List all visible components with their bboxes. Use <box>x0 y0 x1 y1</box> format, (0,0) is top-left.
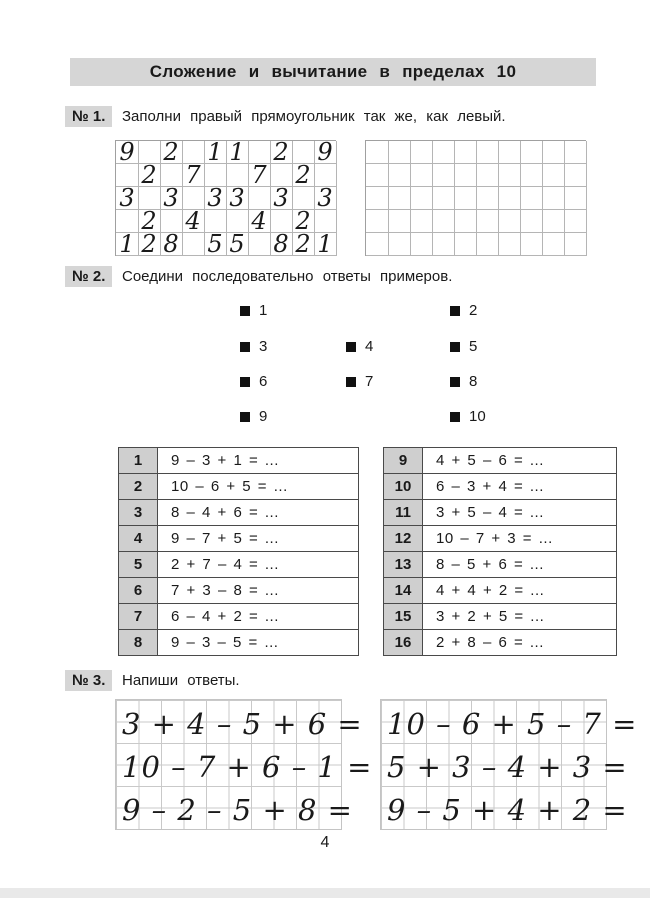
handwritten-equation: 10 – 7 + 6 – 1 = <box>122 749 373 784</box>
task3-instruction: Напиши ответы. <box>122 672 240 689</box>
handwritten-digit: 7 <box>185 161 201 189</box>
point-square-icon <box>346 342 356 352</box>
grid-cell <box>564 233 587 256</box>
point-square-icon <box>240 306 250 316</box>
grid-cell <box>498 233 521 256</box>
row-number: 3 <box>119 500 158 525</box>
grid-cell <box>432 187 455 210</box>
grid-cell <box>520 141 543 164</box>
grid-cell <box>366 187 389 210</box>
grid-cell <box>116 138 139 166</box>
task1-filled-grid <box>115 140 336 256</box>
handwritten-equation: 10 – 6 + 5 – 7 = <box>387 706 638 741</box>
row-number: 8 <box>119 630 158 655</box>
example-row <box>384 604 616 630</box>
grid-cell <box>410 233 433 256</box>
handwritten-digit: 2 <box>295 161 311 189</box>
number-point-8 <box>450 373 477 390</box>
expression: 2 + 8 – 6 = ... <box>436 634 544 651</box>
grid-cell <box>182 207 205 235</box>
expression: 4 + 4 + 2 = ... <box>436 582 545 599</box>
grid-cell <box>454 164 477 187</box>
example-row <box>384 500 616 526</box>
grid-cell <box>564 141 587 164</box>
grid-cell <box>388 233 411 256</box>
row-number: 14 <box>384 578 423 603</box>
grid-cell <box>292 161 315 189</box>
point-square-icon <box>346 377 356 387</box>
page-title: Сложение и вычитание в пределах 10 <box>70 58 596 86</box>
handwritten-digit: 2 <box>141 230 157 258</box>
example-row <box>119 448 358 474</box>
number-point-6 <box>240 373 267 390</box>
handwritten-digit: 1 <box>119 230 135 258</box>
grid-cell <box>160 138 183 166</box>
grid-cell <box>542 164 565 187</box>
handwritten-equation: 3 + 4 – 5 + 6 = <box>122 706 363 741</box>
grid-cell <box>204 184 227 212</box>
grid-cell <box>454 210 477 233</box>
row-number: 15 <box>384 604 423 629</box>
point-square-icon <box>450 306 460 316</box>
handwritten-digit: 3 <box>163 184 179 212</box>
grid-cell <box>204 230 227 258</box>
example-row <box>119 500 358 526</box>
expression: 9 – 3 – 5 = ... <box>171 634 279 651</box>
grid-cell <box>498 210 521 233</box>
row-number: 9 <box>384 448 423 473</box>
task1-instruction: Заполни правый прямоугольник так же, как левый. <box>122 108 506 125</box>
row-number: 7 <box>119 604 158 629</box>
handwritten-digit: 2 <box>273 138 289 166</box>
grid-cell <box>366 164 389 187</box>
grid-cell <box>476 233 499 256</box>
number-point-5 <box>450 338 477 355</box>
grid-cell <box>314 230 337 258</box>
example-row <box>119 578 358 604</box>
handwritten-digit: 5 <box>229 230 245 258</box>
point-square-icon <box>450 342 460 352</box>
grid-cell <box>204 138 227 166</box>
grid-cell <box>542 141 565 164</box>
handwritten-digit: 8 <box>273 230 289 258</box>
grid-cell <box>366 210 389 233</box>
grid-cell <box>116 230 139 258</box>
number-point-1 <box>240 302 267 319</box>
grid-cell <box>270 230 293 258</box>
grid-cell <box>388 187 411 210</box>
point-label: 7 <box>365 373 374 390</box>
handwritten-digit: 2 <box>295 207 311 235</box>
point-label: 3 <box>259 338 268 355</box>
grid-cell <box>564 164 587 187</box>
example-row <box>119 604 358 630</box>
grid-cell <box>542 187 565 210</box>
grid-cell <box>226 230 249 258</box>
grid-cell <box>248 233 271 256</box>
grid-cell <box>542 233 565 256</box>
handwritten-digit: 9 <box>119 138 135 166</box>
expression: 4 + 5 – 6 = ... <box>436 452 544 469</box>
grid-cell <box>432 210 455 233</box>
handwritten-digit: 4 <box>251 207 267 235</box>
grid-cell <box>410 164 433 187</box>
grid-cell <box>498 141 521 164</box>
row-number: 13 <box>384 552 423 577</box>
example-row <box>119 552 358 578</box>
handwritten-digit: 1 <box>229 138 245 166</box>
expression: 3 + 2 + 5 = ... <box>436 608 545 625</box>
expression: 2 + 7 – 4 = ... <box>171 556 279 573</box>
task3-grid-left <box>115 699 373 830</box>
row-number: 5 <box>119 552 158 577</box>
handwritten-digit: 2 <box>163 138 179 166</box>
point-label: 5 <box>469 338 478 355</box>
example-row <box>384 474 616 500</box>
handwritten-digit: 8 <box>163 230 179 258</box>
grid-cell <box>366 141 389 164</box>
task3-label: № 3. <box>65 670 112 691</box>
grid-cell <box>476 141 499 164</box>
expression: 10 – 7 + 3 = ... <box>436 530 553 547</box>
grid-cell <box>410 187 433 210</box>
point-label: 10 <box>469 408 486 425</box>
handwritten-digit: 7 <box>251 161 267 189</box>
grid-cell <box>410 210 433 233</box>
grid-cell <box>160 230 183 258</box>
handwritten-digit: 2 <box>141 207 157 235</box>
row-number: 4 <box>119 526 158 551</box>
grid-cell <box>388 210 411 233</box>
expression: 9 – 7 + 5 = ... <box>171 530 279 547</box>
handwritten-digit: 2 <box>295 230 311 258</box>
row-number: 1 <box>119 448 158 473</box>
expression: 7 + 3 – 8 = ... <box>171 582 279 599</box>
task1-empty-grid <box>365 140 586 256</box>
handwritten-digit: 5 <box>207 230 223 258</box>
grid-cell <box>432 141 455 164</box>
task1-label: № 1. <box>65 106 112 127</box>
grid-cell <box>182 233 205 256</box>
grid-cell <box>520 233 543 256</box>
grid-cell <box>138 161 161 189</box>
row-number: 11 <box>384 500 423 525</box>
grid-cell <box>564 187 587 210</box>
grid-cell <box>388 164 411 187</box>
handwritten-digit: 9 <box>317 138 333 166</box>
grid-cell <box>366 233 389 256</box>
number-point-7 <box>346 373 373 390</box>
handwritten-digit: 3 <box>229 184 245 212</box>
example-row <box>119 630 358 655</box>
grid-cell <box>476 210 499 233</box>
handwritten-digit: 1 <box>317 230 333 258</box>
grid-cell <box>454 141 477 164</box>
grid-cell <box>432 164 455 187</box>
expression: 10 – 6 + 5 = ... <box>171 478 288 495</box>
grid-cell <box>248 161 271 189</box>
grid-cell <box>432 233 455 256</box>
example-row <box>119 474 358 500</box>
grid-cell <box>520 210 543 233</box>
number-point-3 <box>240 338 267 355</box>
handwritten-digit: 3 <box>207 184 223 212</box>
point-square-icon <box>240 377 250 387</box>
grid-cell <box>292 230 315 258</box>
bottom-edge-strip <box>0 888 650 898</box>
number-point-4 <box>346 338 373 355</box>
point-label: 4 <box>365 338 374 355</box>
example-row <box>384 630 616 655</box>
expression: 9 – 3 + 1 = ... <box>171 452 279 469</box>
grid-cell <box>160 184 183 212</box>
grid-cell <box>226 138 249 166</box>
handwritten-digit: 1 <box>207 138 223 166</box>
row-number: 16 <box>384 630 423 655</box>
grid-cell <box>476 164 499 187</box>
task3-grid-right <box>380 699 638 830</box>
point-label: 2 <box>469 302 478 319</box>
grid-cell <box>476 187 499 210</box>
handwritten-equation: 5 + 3 – 4 + 3 = <box>387 749 628 784</box>
grid-cell <box>454 187 477 210</box>
grid-cell <box>520 164 543 187</box>
grid-cell <box>226 184 249 212</box>
handwritten-equation: 9 – 2 – 5 + 8 = <box>122 792 353 827</box>
handwritten-digit: 3 <box>273 184 289 212</box>
answers-table-left <box>118 447 359 656</box>
number-point-9 <box>240 408 267 425</box>
answers-table-right <box>383 447 617 656</box>
point-square-icon <box>240 342 250 352</box>
example-row <box>384 552 616 578</box>
example-row <box>119 526 358 552</box>
expression: 6 – 3 + 4 = ... <box>436 478 544 495</box>
page-number: 4 <box>320 834 330 851</box>
grid-cell <box>520 187 543 210</box>
number-point-2 <box>450 302 477 319</box>
grid-cell <box>138 230 161 258</box>
grid-cell <box>270 138 293 166</box>
expression: 3 + 5 – 4 = ... <box>436 504 544 521</box>
expression: 6 – 4 + 2 = ... <box>171 608 279 625</box>
handwritten-equation: 9 – 5 + 4 + 2 = <box>387 792 628 827</box>
row-number: 12 <box>384 526 423 551</box>
task2-instruction: Соедини последовательно ответы примеров. <box>122 268 453 285</box>
point-label: 8 <box>469 373 478 390</box>
grid-cell <box>498 164 521 187</box>
point-label: 6 <box>259 373 268 390</box>
grid-cell <box>542 210 565 233</box>
row-number: 2 <box>119 474 158 499</box>
grid-cell <box>388 141 411 164</box>
grid-cell <box>314 184 337 212</box>
row-number: 10 <box>384 474 423 499</box>
handwritten-digit: 3 <box>119 184 135 212</box>
grid-cell <box>498 187 521 210</box>
point-square-icon <box>450 412 460 422</box>
task2-label: № 2. <box>65 266 112 287</box>
grid-cell <box>410 141 433 164</box>
grid-cell <box>454 233 477 256</box>
grid-cell <box>564 210 587 233</box>
grid-cell <box>182 161 205 189</box>
grid-cell <box>270 184 293 212</box>
point-square-icon <box>450 377 460 387</box>
point-square-icon <box>240 412 250 422</box>
example-row <box>384 526 616 552</box>
expression: 8 – 4 + 6 = ... <box>171 504 279 521</box>
grid-cell <box>248 207 271 235</box>
expression: 8 – 5 + 6 = ... <box>436 556 544 573</box>
example-row <box>384 448 616 474</box>
grid-cell <box>116 184 139 212</box>
row-number: 6 <box>119 578 158 603</box>
example-row <box>384 578 616 604</box>
handwritten-digit: 4 <box>185 207 201 235</box>
point-label: 9 <box>259 408 268 425</box>
handwritten-digit: 3 <box>317 184 333 212</box>
grid-cell <box>314 138 337 166</box>
point-label: 1 <box>259 302 268 319</box>
number-point-10 <box>450 408 486 425</box>
handwritten-digit: 2 <box>141 161 157 189</box>
